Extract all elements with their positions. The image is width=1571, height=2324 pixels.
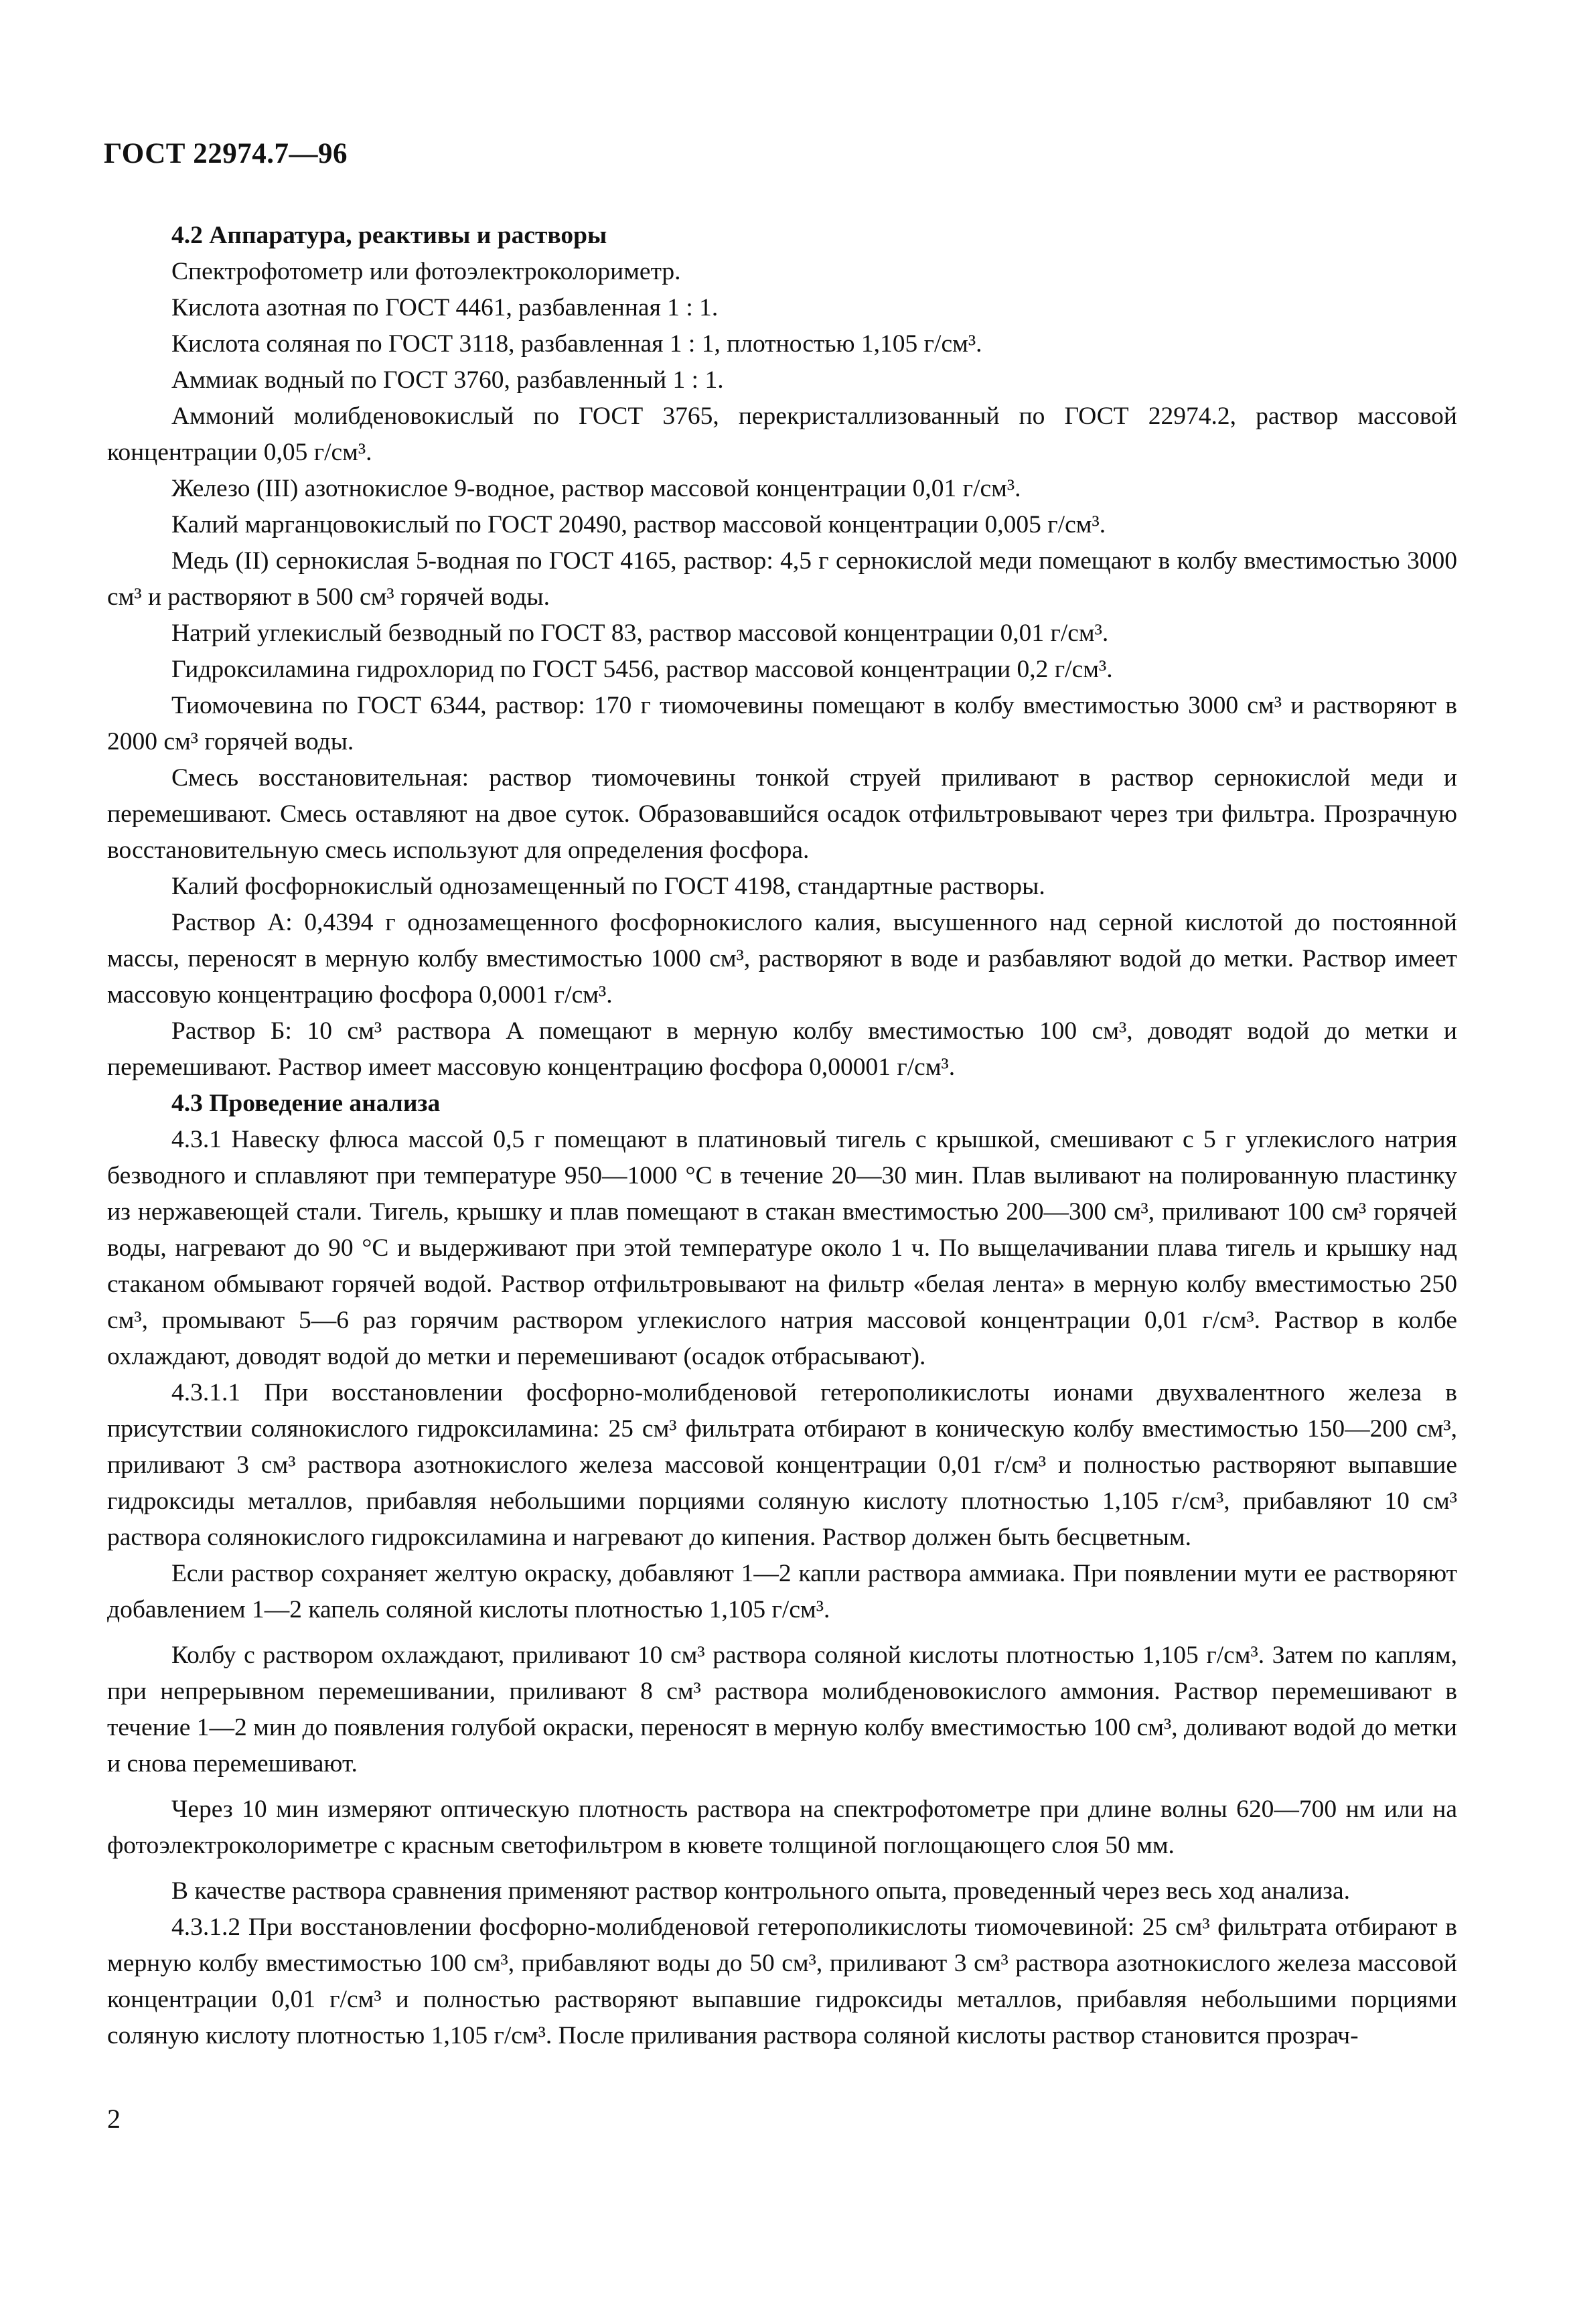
paragraph: Кислота соляная по ГОСТ 3118, разбавленная 1 : 1, плотностью 1,105 г/см³. <box>171 330 982 358</box>
paragraph: Гидроксиламина гидрохлорид по ГОСТ 5456, раствор массовой концентрации 0,2 г/см³. <box>171 656 1113 683</box>
paragraph: Калий фосфорнокислый однозамещенный по ГОСТ 4198, стандартные растворы. <box>171 873 1045 900</box>
paragraph: Если раствор сохраняет желтую окраску, добавляют 1—2 капли раствора аммиака. При появлении мути ее растворяют добавлением 1—2 капель соляной кислоты плотностью 1,105 г/см³. <box>107 1560 1457 1623</box>
paragraph: Медь (II) сернокислая 5-водная по ГОСТ 4165, раствор: 4,5 г сернокислой меди помещают в колбу вместимостью 3000 см³ и растворяют в 500 см³ горячей воды. <box>107 547 1457 611</box>
paragraph: Раствор А: 0,4394 г однозамещенного фосфорнокислого калия, высушенного над серной кислотой до постоянной массы, переносят в мерную колбу вместимостью 1000 см³, растворяют в воде и разбавляют водой до метки. Раствор имеет массовую концентрацию фосфора 0,0001 г/см³. <box>107 909 1457 1009</box>
paragraph: Раствор Б: 10 см³ раствора А помещают в мерную колбу вместимостью 100 см³, доводят водой до метки и перемешивают. Раствор имеет массовую концентрацию фосфора 0,00001 г/см³. <box>107 1017 1457 1081</box>
paragraph: Спектрофотометр или фотоэлектроколориметр. <box>171 258 681 285</box>
document-code-header: ГОСТ 22974.7—96 <box>104 138 348 169</box>
paragraph: 4.3.1.2 При восстановлении фосфорно-молибденовой гетерополикислоты тиомочевиной: 25 см³ фильтрата отбирают в мерную колбу вместимостью 100 см³, прибавляют воды до 50 см³, приливают 3 см³ раствора азотнокислого железа массовой концентрации 0,01 г/см³ и полностью растворяют выпавшие гидроксиды металлов, прибавляя небольшими порциями соляную кислоту плотностью 1,105 г/см³. После приливания раствора соляной кислоты раствор становится прозрач- <box>107 1913 1457 2049</box>
paragraph: Смесь восстановительная: раствор тиомочевины тонкой струей приливают в раствор сернокислой меди и перемешивают. Смесь оставляют на двое суток. Образовавшийся осадок отфильтровывают через три фильтра. Прозрачную восстановительную смесь используют для определения фосфора. <box>107 764 1457 864</box>
paragraph: Тиомочевина по ГОСТ 6344, раствор: 170 г тиомочевины помещают в колбу вместимостью 3000 см³ и растворяют в 2000 см³ горячей воды. <box>107 692 1457 755</box>
paragraph: Кислота азотная по ГОСТ 4461, разбавленная 1 : 1. <box>171 294 719 321</box>
paragraph: Аммоний молибденовокислый по ГОСТ 3765, перекристаллизованный по ГОСТ 22974.2, раствор массовой концентрации 0,05 г/см³. <box>107 403 1457 466</box>
section-heading: 4.2 Аппаратура, реактивы и растворы <box>171 222 607 249</box>
paragraph: Колбу с раствором охлаждают, приливают 10 см³ раствора соляной кислоты плотностью 1,105 г/см³. Затем по каплям, при непрерывном перемешивании, приливают 8 см³ раствора молибденовокислого аммония. Раствор перемешивают в течение 1—2 мин до появления голубой окраски, переносят в мерную колбу вместимостью 100 см³, доливают водой до метки и снова перемешивают. <box>107 1642 1457 1777</box>
paragraph: Калий марганцовокислый по ГОСТ 20490, раствор массовой концентрации 0,005 г/см³. <box>171 511 1106 538</box>
paragraph: Железо (III) азотнокислое 9-водное, раствор массовой концентрации 0,01 г/см³. <box>171 475 1021 502</box>
paragraph: Через 10 мин измеряют оптическую плотность раствора на спектрофотометре при длине волны 620—700 нм или на фотоэлектроколориметре с красным светофильтром в кювете толщиной поглощающего слоя 50 мм. <box>107 1796 1457 1859</box>
document-body <box>107 218 1457 2054</box>
paragraph: 4.3.1 Навеску флюса массой 0,5 г помещают в платиновый тигель с крышкой, смешивают с 5 г углекислого натрия безводного и сплавляют при температуре 950—1000 °С в течение 20—30 мин. Плав выливают на полированную пластинку из нержавеющей стали. Тигель, крышку и плав помещают в стакан вместимостью 200—300 см³, приливают 100 см³ горячей воды, нагревают до 90 °С и выдерживают при этой температуре около 1 ч. По выщелачивании плава тигель и крышку над стаканом обмывают горячей водой. Раствор отфильтровывают на фильтр «белая лента» в мерную колбу вместимостью 250 см³, промывают 5—6 раз горячим раствором углекислого натрия массовой концентрации 0,01 г/см³. Раствор в колбе охлаждают, доводят водой до метки и перемешивают (осадок отбрасывают). <box>107 1126 1457 1370</box>
paragraph: 4.3.1.1 При восстановлении фосфорно-молибденовой гетерополикислоты ионами двухвалентного железа в присутствии солянокислого гидроксиламина: 25 см³ фильтрата отбирают в коническую колбу вместимостью 150—200 см³, приливают 3 см³ раствора азотнокислого железа массовой концентрации 0,01 г/см³ и полностью растворяют выпавшие гидроксиды металлов, прибавляя небольшими порциями соляную кислоту плотностью 1,105 г/см³, прибавляют 10 см³ раствора солянокислого гидроксиламина и нагревают до кипения. Раствор должен быть бесцветным. <box>107 1379 1457 1551</box>
paragraph: Аммиак водный по ГОСТ 3760, разбавленный 1 : 1. <box>171 366 724 394</box>
paragraph: В качестве раствора сравнения применяют раствор контрольного опыта, проведенный через весь ход анализа. <box>171 1877 1351 1905</box>
section-heading: 4.3 Проведение анализа <box>171 1090 441 1117</box>
page-number: 2 <box>107 2104 121 2134</box>
paragraph: Натрий углекислый безводный по ГОСТ 83, раствор массовой концентрации 0,01 г/см³. <box>171 620 1109 647</box>
